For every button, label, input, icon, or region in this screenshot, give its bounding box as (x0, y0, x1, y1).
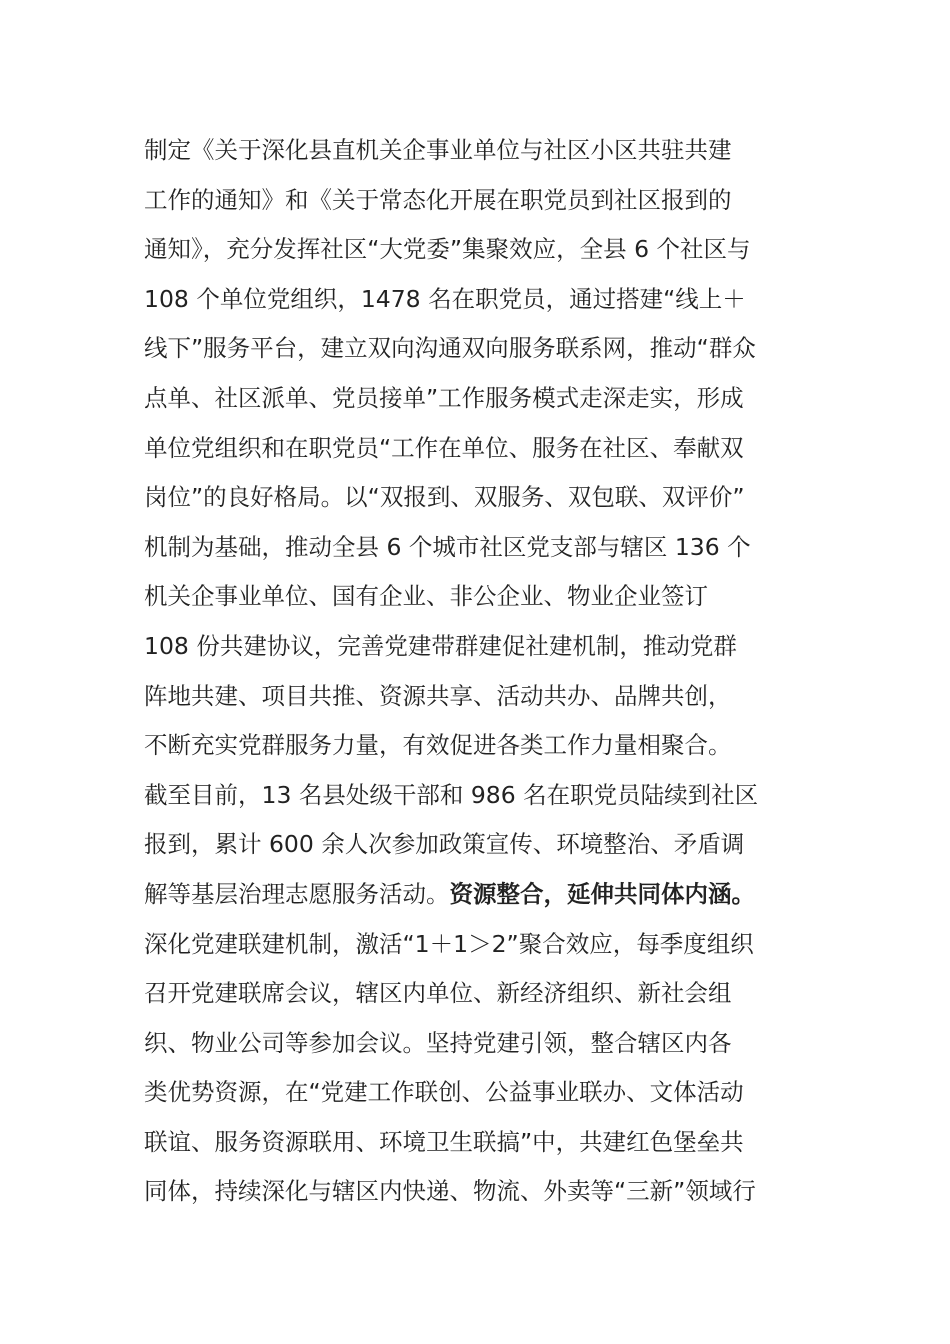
text-line: 类优势资源，在“党建工作联创、公益事业联办、文体活动 (144, 1078, 744, 1107)
text-line: 机关企事业单位、国有企业、非公企业、物业企业签订 (144, 582, 708, 611)
text-line: 通知》，充分发挥社区“大党委”集聚效应，全县 6 个社区与 (144, 235, 751, 264)
text-line: 线下”服务平台，建立双向沟通双向服务联系网，推动“群众 (144, 334, 756, 363)
section-heading-inline: 资源整合，延伸共同体内涵。 (449, 879, 755, 908)
text-line: 工作的通知》和《关于常态化开展在职党员到社区报到的 (144, 185, 732, 214)
text-line: 岗位”的良好格局。以“双报到、双服务、双包联、双评价” (144, 483, 745, 512)
text-line: 召开党建联席会议，辖区内单位、新经济组织、新社会组 (144, 979, 732, 1008)
text-line: 阵地共建、项目共推、资源共享、活动共办、品牌共创， (144, 681, 732, 710)
text-line: 联谊、服务资源联用、环境卫生联搞”中，共建红色堡垒共 (144, 1127, 744, 1156)
text-line: 同体，持续深化与辖区内快递、物流、外卖等“三新”领域行 (144, 1177, 756, 1206)
text-line: 不断充实党群服务力量，有效促进各类工作力量相聚合。 (144, 731, 732, 760)
text-line: 点单、社区派单、党员接单”工作服务模式走深走实，形成 (144, 383, 744, 412)
body-text (144, 126, 844, 1217)
text-line: 制定《关于深化县直机关企事业单位与社区小区共驻共建 (144, 136, 732, 164)
text-line: 报到，累计 600 余人次参加政策宣传、环境整治、矛盾调 (144, 830, 745, 859)
text-line: 单位党组织和在职党员“工作在单位、服务在社区、奉献双 (144, 433, 744, 462)
text-line: 深化党建联建机制，激活“1＋1＞2”聚合效应，每季度组织 (144, 929, 754, 958)
text-line: 108 份共建协议，完善党建带群建促社建机制，推动党群 (144, 631, 737, 660)
text-line: 机制为基础，推动全县 6 个城市社区党支部与辖区 136 个 (144, 532, 751, 561)
text-normal-segment: 解等基层治理志愿服务活动。 (144, 879, 450, 908)
text-line: 截至目前，13 名县处级干部和 986 名在职党员陆续到社区 (144, 780, 759, 809)
text-line: 织、物业公司等参加会议。坚持党建引领，整合辖区内各 (144, 1028, 732, 1057)
text-line: 108 个单位党组织，1478 名在职党员，通过搭建“线上＋ (144, 284, 746, 313)
mixed-text-line (144, 870, 844, 920)
